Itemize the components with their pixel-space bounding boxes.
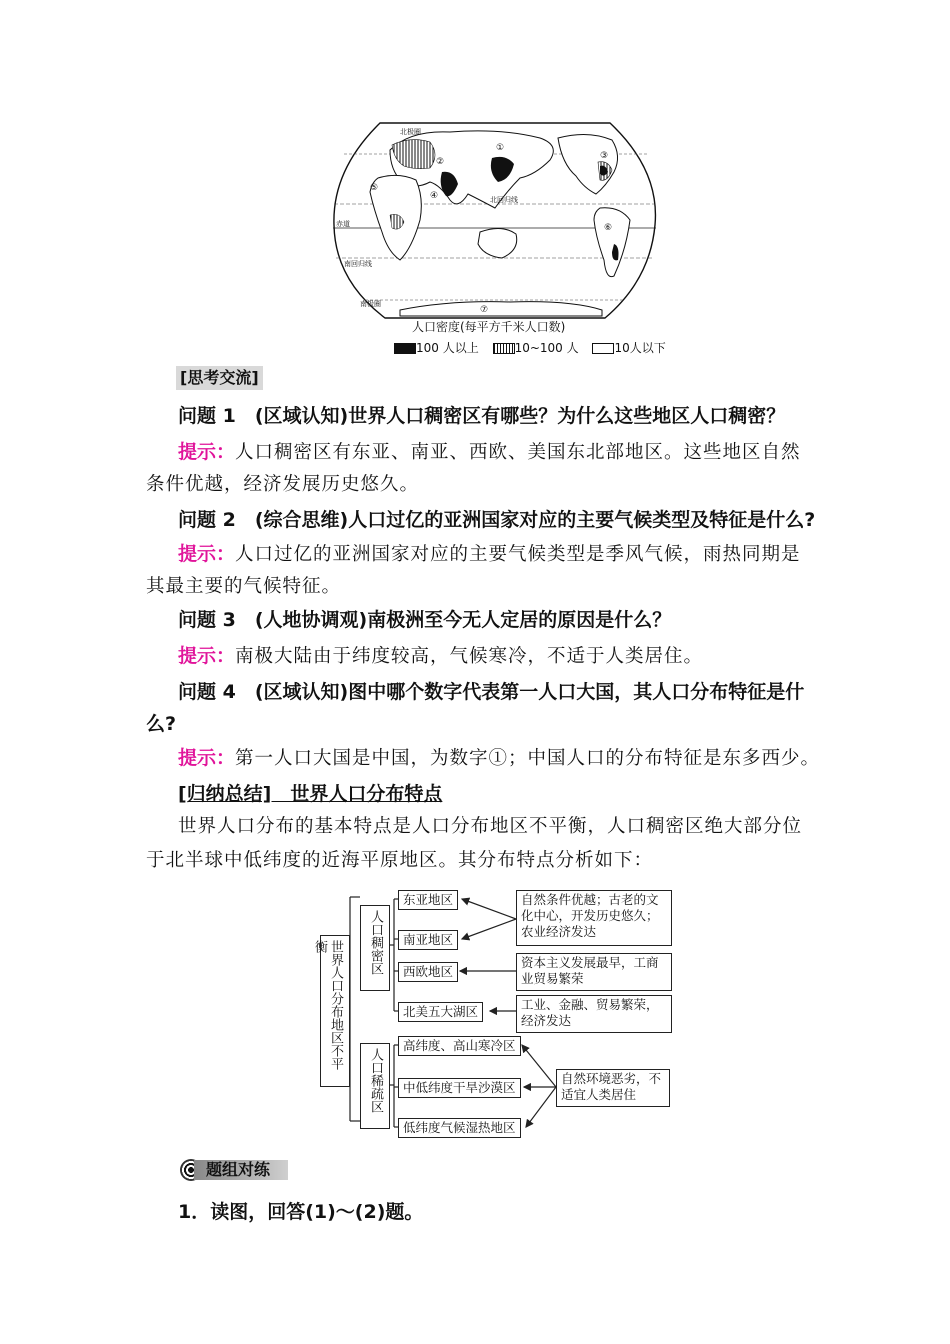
- question-4-num: 问题 4: [178, 681, 236, 703]
- label-equator: 赤道: [336, 220, 350, 228]
- dense-reason-2: 资本主义发展最早，工商业贸易繁荣: [516, 953, 672, 991]
- label-tropic-cancer: 北回归线: [490, 196, 518, 204]
- hint-label-4: 提示：: [178, 747, 236, 769]
- question-2: [146, 502, 816, 538]
- question-4-text2: 么?: [146, 713, 177, 735]
- answer-1-text2: 条件优越，经济发展历史悠久。: [146, 474, 420, 495]
- practice-q1-text: 1．读图，回答(1)～(2)题。: [178, 1201, 424, 1223]
- sparse-region-desert: 中低纬度干旱沙漠区: [398, 1078, 521, 1098]
- dense-reason-3: 工业、金融、贸易繁荣，经济发达: [516, 995, 672, 1033]
- hint-label-3: 提示：: [178, 645, 236, 667]
- question-4-text: (区域认知)图中哪个数字代表第一人口大国，其人口分布特征是什: [254, 681, 805, 703]
- summary-line1: [146, 808, 816, 845]
- practice-banner: [180, 1158, 288, 1182]
- dense-region-south-asia: 南亚地区: [398, 930, 458, 950]
- legend-label-sparse: 10人以下: [614, 341, 666, 355]
- marker-4: ④: [430, 191, 439, 201]
- map-legend: [394, 339, 666, 356]
- practice-q1: [146, 1194, 816, 1230]
- legend-swatch-dense: [394, 343, 416, 354]
- marker-7: ⑦: [480, 305, 489, 315]
- question-3-text: (人地协调观)南极洲至今无人定居的原因是什么？: [254, 609, 672, 631]
- dense-region-great-lakes: 北美五大湖区: [398, 1002, 483, 1022]
- sparse-region-high-latitude: 高纬度、高山寒冷区: [398, 1036, 521, 1056]
- answer-1-text1: 人口稠密区有东亚、南亚、西欧、美国东北部地区。这些地区自然: [235, 442, 801, 463]
- practice-banner-text: 题组对练: [206, 1160, 271, 1179]
- question-1: [146, 398, 816, 434]
- marker-3: ③: [600, 151, 609, 161]
- summary-line2: [146, 842, 816, 879]
- dense-region-west-europe: 西欧地区: [398, 962, 458, 982]
- answer-2-text1: 人口过亿的亚洲国家对应的主要气候类型是季风气候，雨热同期是: [235, 544, 801, 565]
- answer-1-line2: [146, 466, 816, 503]
- label-tropic-capricorn: 南回归线: [344, 260, 372, 268]
- question-2-text: (综合思维)人口过亿的亚洲国家对应的主要气候类型及特征是什么?: [254, 509, 816, 531]
- answer-4-text1: 第一人口大国是中国，为数字①；中国人口的分布特征是东多西少。: [235, 748, 821, 769]
- summary-title-text: [归纳总结] 世界人口分布特点: [178, 783, 443, 805]
- diagram-root: 世界人口分布地区不平衡: [320, 935, 350, 1087]
- sparse-reason: 自然环境恶劣，不适宜人类居住: [556, 1069, 670, 1107]
- summary-text1: 世界人口分布的基本特点是人口分布地区不平衡，人口稠密区绝大部分位: [178, 816, 803, 837]
- dense-region-east-asia: 东亚地区: [398, 890, 458, 910]
- answer-3-line1: [146, 638, 816, 675]
- question-4: [146, 674, 816, 710]
- question-2-num: 问题 2: [178, 509, 236, 531]
- dense-reason-1: 自然条件优越；古老的文化中心，开发历史悠久；农业经济发达: [516, 890, 672, 946]
- marker-6: ⑥: [604, 223, 613, 233]
- sparse-region-humid: 低纬度气候湿热地区: [398, 1118, 521, 1138]
- question-1-num: 问题 1: [178, 405, 236, 427]
- summary-text2: 于北半球中低纬度的近海平原地区。其分布特点分析如下：: [146, 850, 654, 871]
- hint-label-2: 提示：: [178, 543, 236, 565]
- answer-2-text2: 其最主要的气候特征。: [146, 576, 342, 597]
- hint-label-1: 提示：: [178, 441, 236, 463]
- answer-4-line1: [146, 740, 821, 777]
- question-3-num: 问题 3: [178, 609, 236, 631]
- label-antarctic: 南极圈: [360, 300, 381, 308]
- answer-3-text1: 南极大陆由于纬度较高，气候寒冷，不适于人类居住。: [235, 646, 704, 667]
- marker-1: ①: [496, 143, 505, 153]
- map-legend-title: 人口密度(每平方千米人口数): [412, 320, 566, 334]
- diagram-sparse-label: 人口稀疏区: [360, 1043, 390, 1129]
- question-3: [146, 602, 816, 638]
- marker-2: ②: [436, 157, 445, 167]
- question-4-line2: [146, 706, 816, 742]
- diagram-dense-label: 人口稠密区: [360, 905, 390, 991]
- legend-swatch-medium: [493, 343, 515, 354]
- distribution-diagram: [310, 885, 680, 1140]
- question-1-text: (区域认知)世界人口稠密区有哪些？为什么这些地区人口稠密？: [254, 405, 786, 427]
- label-arctic: 北极圈: [400, 128, 421, 136]
- legend-label-dense: 100 人以上: [416, 341, 479, 355]
- summary-title: [146, 776, 816, 812]
- marker-5: ⑤: [370, 183, 379, 193]
- answer-2-line2: [146, 568, 816, 605]
- legend-swatch-sparse: [592, 343, 614, 354]
- section-tag: [思考交流]: [176, 366, 263, 390]
- legend-label-medium: 10~100 人: [514, 341, 579, 355]
